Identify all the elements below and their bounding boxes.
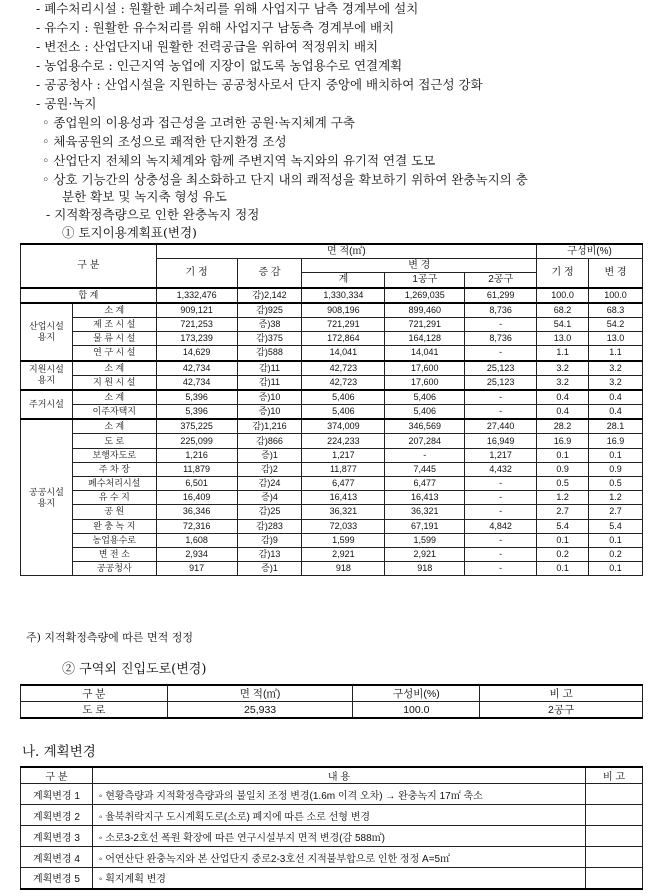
land-row bbox=[21, 434, 643, 448]
row-cell: 13.0 bbox=[589, 332, 643, 346]
row-cell: 5.4 bbox=[589, 519, 643, 533]
row-cell: 16,413 bbox=[385, 491, 465, 505]
row-cell: 917 bbox=[156, 562, 237, 576]
row-cell: 6,477 bbox=[385, 477, 465, 491]
land-row bbox=[21, 390, 643, 405]
row-cell: 6,477 bbox=[302, 477, 385, 491]
land-row bbox=[21, 547, 643, 561]
row-cell: 16.9 bbox=[589, 434, 643, 448]
plan-label: 계획변경 4 bbox=[21, 847, 93, 868]
land-row bbox=[21, 505, 643, 519]
row-cell: - bbox=[465, 390, 537, 405]
row-label: 소 계 bbox=[72, 390, 156, 405]
land-row bbox=[21, 346, 643, 361]
plan-row bbox=[21, 805, 643, 826]
row-cell: 16,413 bbox=[302, 491, 385, 505]
row-cell: 0.1 bbox=[589, 448, 643, 462]
row-cell: 1,217 bbox=[465, 448, 537, 462]
row-cell: 감)283 bbox=[237, 519, 302, 533]
row-cell: 721,253 bbox=[156, 317, 237, 331]
row-cell: 375,225 bbox=[156, 419, 237, 434]
row-cell: 25,123 bbox=[465, 361, 537, 376]
row-cell: - bbox=[465, 346, 537, 361]
row-cell: 68.2 bbox=[537, 303, 589, 318]
row-label: 지 원 시 설 bbox=[72, 375, 156, 390]
row-cell: 0.1 bbox=[537, 448, 589, 462]
row-cell: 감)375 bbox=[237, 332, 302, 346]
row-cell: 3.2 bbox=[537, 375, 589, 390]
row-cell: 28.2 bbox=[537, 419, 589, 434]
row-cell: - bbox=[385, 448, 465, 462]
sub-bullet-4-cont: 분한 확보 및 녹지축 형성 유도 bbox=[62, 189, 227, 204]
group-label: 산업시설 용지 bbox=[21, 303, 73, 361]
road-col-note: 비 고 bbox=[480, 685, 643, 702]
row-label: 소 계 bbox=[72, 419, 156, 434]
row-cell: 173,239 bbox=[156, 332, 237, 346]
row-cell: 0.4 bbox=[589, 405, 643, 420]
plan-row bbox=[21, 784, 643, 805]
row-cell: 증)10 bbox=[237, 405, 302, 420]
table-note: 주) 지적확정측량에 따른 면적 정정 bbox=[26, 631, 194, 644]
plan-label: 계획변경 5 bbox=[21, 868, 93, 889]
row-cell: - bbox=[465, 547, 537, 561]
row-cell: 14,041 bbox=[302, 346, 385, 361]
plan-label: 계획변경 2 bbox=[21, 805, 93, 826]
total-cell: 1,330,334 bbox=[302, 288, 385, 303]
row-cell: - bbox=[465, 533, 537, 547]
total-cell: 100.0 bbox=[589, 288, 643, 303]
row-cell: 0.5 bbox=[537, 477, 589, 491]
col-ratio-existing: 기 정 bbox=[537, 259, 589, 288]
group-label: 주거시설 bbox=[21, 390, 73, 419]
row-cell: 346,569 bbox=[385, 419, 465, 434]
row-cell: 909,121 bbox=[156, 303, 237, 318]
road-note: 2공구 bbox=[480, 702, 643, 719]
land-row bbox=[21, 361, 643, 376]
row-cell: 1,599 bbox=[385, 533, 465, 547]
land-row bbox=[21, 317, 643, 331]
land-row bbox=[21, 375, 643, 390]
row-cell: - bbox=[465, 562, 537, 576]
row-cell: 16.9 bbox=[537, 434, 589, 448]
row-cell: 918 bbox=[302, 562, 385, 576]
row-cell: 증)10 bbox=[237, 390, 302, 405]
row-cell: 36,321 bbox=[385, 505, 465, 519]
row-cell: 27,440 bbox=[465, 419, 537, 434]
land-row bbox=[21, 303, 643, 318]
bullet-office: - 공공청사 : 산업시설을 지원하는 공공청사로서 단지 중앙에 배치하여 접근성 강화 bbox=[36, 77, 483, 92]
row-cell: 0.1 bbox=[589, 533, 643, 547]
plan-content: ◦ 어연산단 완충녹지와 본 산업단지 중로2-3호선 지적불부합으로 인한 정정 A=5㎡ bbox=[92, 847, 585, 868]
plan-col-gubun: 구 분 bbox=[21, 767, 93, 784]
land-row bbox=[21, 405, 643, 420]
row-cell: 감)2 bbox=[237, 462, 302, 476]
row-cell: 8,736 bbox=[465, 303, 537, 318]
row-cell: 5,406 bbox=[385, 390, 465, 405]
row-label: 완 충 녹 지 bbox=[72, 519, 156, 533]
sub-bullet-3: ◦ 산업단지 전체의 녹지체계와 함께 주변지역 녹지와의 유기적 연결 도모 bbox=[42, 153, 436, 168]
row-cell: 8,736 bbox=[465, 332, 537, 346]
land-row bbox=[21, 419, 643, 434]
row-label: 농업용수로 bbox=[72, 533, 156, 547]
row-cell: 감)1,216 bbox=[237, 419, 302, 434]
row-cell: 0.2 bbox=[589, 547, 643, 561]
row-cell: 1.2 bbox=[537, 491, 589, 505]
row-cell: 42,734 bbox=[156, 361, 237, 376]
row-label: 이주자택지 bbox=[72, 405, 156, 420]
road-col-gubun: 구 분 bbox=[21, 685, 168, 702]
sub-bullet-2: ◦ 체육공원의 조성으로 쾌적한 단지환경 조성 bbox=[42, 134, 287, 149]
row-cell: 감)13 bbox=[237, 547, 302, 561]
plan-change-table bbox=[20, 766, 643, 890]
row-cell: 감)925 bbox=[237, 303, 302, 318]
sub-bullet-4: ◦ 상호 기능간의 상충성을 최소화하고 단지 내의 쾌적성을 확보하기 위하여 완충녹지의 충 bbox=[42, 172, 528, 187]
row-cell: 1,599 bbox=[302, 533, 385, 547]
row-cell: 36,321 bbox=[302, 505, 385, 519]
section-na-title: 나. 계획변경 bbox=[22, 744, 96, 760]
row-cell: 374,009 bbox=[302, 419, 385, 434]
plan-note bbox=[586, 826, 643, 847]
row-cell: 감)25 bbox=[237, 505, 302, 519]
row-label: 폐수처리시설 bbox=[72, 477, 156, 491]
row-cell: 28.1 bbox=[589, 419, 643, 434]
plan-content: ◦ 소로3-2호선 폭원 확장에 따른 연구시설부지 면적 변경(감 588㎡) bbox=[92, 826, 585, 847]
row-cell: 16,949 bbox=[465, 434, 537, 448]
bullet-irrigation: - 농업용수로 : 인근지역 농업에 지장이 없도록 농업용수로 연결계획 bbox=[36, 58, 403, 73]
row-cell: 증)1 bbox=[237, 448, 302, 462]
row-cell: 11,877 bbox=[302, 462, 385, 476]
row-cell: 7,445 bbox=[385, 462, 465, 476]
row-cell: 증)38 bbox=[237, 317, 302, 331]
row-cell: 17,600 bbox=[385, 361, 465, 376]
row-cell: 3.2 bbox=[589, 375, 643, 390]
row-cell: 1.1 bbox=[589, 346, 643, 361]
col-phase1: 1공구 bbox=[385, 273, 465, 288]
row-cell: 72,316 bbox=[156, 519, 237, 533]
plan-note bbox=[586, 868, 643, 889]
road-ratio: 100.0 bbox=[353, 702, 480, 719]
row-cell: 0.9 bbox=[589, 462, 643, 476]
row-cell: 2,934 bbox=[156, 547, 237, 561]
road-label: 도 로 bbox=[21, 702, 168, 719]
row-label: 공공청사 bbox=[72, 562, 156, 576]
row-cell: 16,409 bbox=[156, 491, 237, 505]
row-cell: 2,921 bbox=[385, 547, 465, 561]
row-cell: 36,346 bbox=[156, 505, 237, 519]
col-existing: 기 정 bbox=[156, 259, 237, 288]
row-cell: 감)588 bbox=[237, 346, 302, 361]
land-row bbox=[21, 477, 643, 491]
row-cell: 증)4 bbox=[237, 491, 302, 505]
row-cell: 13.0 bbox=[537, 332, 589, 346]
bullet-retention: - 유수지 : 원활한 유수처리를 위해 사업지구 남동측 경계부에 배치 bbox=[36, 20, 395, 35]
row-cell: 207,284 bbox=[385, 434, 465, 448]
row-cell: 감)11 bbox=[237, 375, 302, 390]
section2-title: ② 구역외 진입도로(변경) bbox=[62, 662, 207, 677]
row-cell: 감)11 bbox=[237, 361, 302, 376]
land-row bbox=[21, 533, 643, 547]
row-cell: 721,291 bbox=[302, 317, 385, 331]
row-cell: 25,123 bbox=[465, 375, 537, 390]
row-label: 물 류 시 설 bbox=[72, 332, 156, 346]
total-cell: 1,269,035 bbox=[385, 288, 465, 303]
row-label: 제 조 시 설 bbox=[72, 317, 156, 331]
row-label: 소 계 bbox=[72, 303, 156, 318]
row-cell: 1,216 bbox=[156, 448, 237, 462]
col-area: 면 적(㎡) bbox=[156, 244, 536, 259]
land-use-table bbox=[20, 243, 643, 576]
plan-col-content: 내 용 bbox=[92, 767, 585, 784]
row-cell: 1,217 bbox=[302, 448, 385, 462]
row-cell: - bbox=[465, 317, 537, 331]
row-cell: - bbox=[465, 491, 537, 505]
row-cell: 0.5 bbox=[589, 477, 643, 491]
plan-row bbox=[21, 826, 643, 847]
col-ratio-modified: 변 경 bbox=[589, 259, 643, 288]
row-cell: - bbox=[465, 405, 537, 420]
total-cell: 감)2,142 bbox=[237, 288, 302, 303]
total-row bbox=[21, 288, 643, 303]
row-cell: - bbox=[465, 477, 537, 491]
row-cell: 감)9 bbox=[237, 533, 302, 547]
bullet-substation: - 변전소 : 산업단지내 원활한 전력공급을 위하여 적정위치 배치 bbox=[36, 39, 379, 54]
total-cell: 1,332,476 bbox=[156, 288, 237, 303]
total-cell: 100.0 bbox=[537, 288, 589, 303]
row-cell: 721,291 bbox=[385, 317, 465, 331]
row-cell: 6,501 bbox=[156, 477, 237, 491]
row-cell: 67,191 bbox=[385, 519, 465, 533]
plan-row bbox=[21, 868, 643, 889]
row-cell: 2,921 bbox=[302, 547, 385, 561]
row-cell: 0.1 bbox=[589, 562, 643, 576]
row-cell: 감)24 bbox=[237, 477, 302, 491]
row-cell: 2.7 bbox=[537, 505, 589, 519]
row-cell: 1,608 bbox=[156, 533, 237, 547]
section1-title: ① 토지이용계획표(변경) bbox=[62, 225, 197, 240]
row-cell: 0.9 bbox=[537, 462, 589, 476]
col-change: 증 감 bbox=[237, 259, 302, 288]
row-cell: 5.4 bbox=[537, 519, 589, 533]
row-cell: 감)866 bbox=[237, 434, 302, 448]
col-phase2: 2공구 bbox=[465, 273, 537, 288]
land-row bbox=[21, 462, 643, 476]
total-cell: 61,299 bbox=[465, 288, 537, 303]
plan-col-note: 비 고 bbox=[586, 767, 643, 784]
plan-row bbox=[21, 847, 643, 868]
row-cell: 908,196 bbox=[302, 303, 385, 318]
row-cell: 3.2 bbox=[537, 361, 589, 376]
row-cell: 5,406 bbox=[302, 390, 385, 405]
col-gubun: 구 분 bbox=[21, 244, 157, 288]
row-cell: 0.4 bbox=[537, 405, 589, 420]
col-modified: 변 경 bbox=[302, 259, 537, 273]
road-col-area: 면 적(㎡) bbox=[167, 685, 353, 702]
row-label: 공 원 bbox=[72, 505, 156, 519]
road-row bbox=[21, 702, 643, 719]
row-cell: 5,396 bbox=[156, 405, 237, 420]
row-cell: 1.1 bbox=[537, 346, 589, 361]
row-label: 도 로 bbox=[72, 434, 156, 448]
row-cell: 68.3 bbox=[589, 303, 643, 318]
row-label: 소 계 bbox=[72, 361, 156, 376]
bullet-cadastral: - 지적확정측량으로 인한 완충녹지 정정 bbox=[46, 207, 260, 222]
total-label: 합 계 bbox=[21, 288, 157, 303]
plan-note bbox=[586, 805, 643, 826]
plan-content: ◦ 획지계획 변경 bbox=[92, 868, 585, 889]
plan-label: 계획변경 3 bbox=[21, 826, 93, 847]
row-cell: 14,041 bbox=[385, 346, 465, 361]
group-label: 공공시설 용지 bbox=[21, 419, 73, 576]
plan-note bbox=[586, 847, 643, 868]
row-cell: 42,723 bbox=[302, 361, 385, 376]
group-label: 지원시설 용지 bbox=[21, 361, 73, 390]
row-cell: 5,396 bbox=[156, 390, 237, 405]
land-row bbox=[21, 448, 643, 462]
row-cell: 14,629 bbox=[156, 346, 237, 361]
row-label: 보행자도로 bbox=[72, 448, 156, 462]
row-cell: 17,600 bbox=[385, 375, 465, 390]
row-cell: 0.4 bbox=[537, 390, 589, 405]
row-cell: 224,233 bbox=[302, 434, 385, 448]
row-cell: 0.1 bbox=[537, 562, 589, 576]
col-total: 계 bbox=[302, 273, 385, 288]
row-cell: 899,460 bbox=[385, 303, 465, 318]
access-road-table bbox=[20, 684, 643, 719]
row-cell: 0.1 bbox=[537, 533, 589, 547]
row-cell: 0.2 bbox=[537, 547, 589, 561]
row-cell: 2.7 bbox=[589, 505, 643, 519]
row-cell: 72,033 bbox=[302, 519, 385, 533]
sub-bullet-1: ◦ 종업원의 이용성과 접근성을 고려한 공원·녹지체계 구축 bbox=[42, 115, 355, 130]
road-area: 25,933 bbox=[167, 702, 353, 719]
plan-content: ◦ 율북취락지구 도시계획도로(소로) 폐지에 따른 소로 선형 변경 bbox=[92, 805, 585, 826]
plan-note bbox=[586, 784, 643, 805]
row-cell: 42,734 bbox=[156, 375, 237, 390]
row-label: 연 구 시 설 bbox=[72, 346, 156, 361]
row-cell: 4,842 bbox=[465, 519, 537, 533]
row-cell: 0.4 bbox=[589, 390, 643, 405]
land-row bbox=[21, 562, 643, 576]
land-row bbox=[21, 519, 643, 533]
row-cell: 5,406 bbox=[385, 405, 465, 420]
row-label: 변 전 소 bbox=[72, 547, 156, 561]
row-cell: 11,879 bbox=[156, 462, 237, 476]
row-cell: 3.2 bbox=[589, 361, 643, 376]
plan-label: 계획변경 1 bbox=[21, 784, 93, 805]
row-cell: 42,723 bbox=[302, 375, 385, 390]
row-cell: - bbox=[465, 505, 537, 519]
bullet-park: - 공원·녹지 bbox=[36, 96, 97, 111]
land-row bbox=[21, 491, 643, 505]
row-cell: 5,406 bbox=[302, 405, 385, 420]
row-cell: 54.2 bbox=[589, 317, 643, 331]
row-label: 유 수 지 bbox=[72, 491, 156, 505]
row-cell: 4,432 bbox=[465, 462, 537, 476]
bullet-wastewater: - 폐수처리시설 : 원활한 폐수처리를 위해 사업지구 남측 경계부에 설치 bbox=[36, 1, 419, 16]
row-cell: 918 bbox=[385, 562, 465, 576]
row-cell: 172,864 bbox=[302, 332, 385, 346]
row-cell: 54.1 bbox=[537, 317, 589, 331]
row-label: 주 차 장 bbox=[72, 462, 156, 476]
land-row bbox=[21, 332, 643, 346]
row-cell: 164,128 bbox=[385, 332, 465, 346]
col-ratio: 구성비(%) bbox=[537, 244, 643, 259]
road-col-ratio: 구성비(%) bbox=[353, 685, 480, 702]
row-cell: 1.2 bbox=[589, 491, 643, 505]
row-cell: 증)1 bbox=[237, 562, 302, 576]
row-cell: 225,099 bbox=[156, 434, 237, 448]
plan-content: ◦ 현황측량과 지적확정측량과의 불일치 조정 변경(1.6m 이격 오차) → 완충녹지 17㎡ 축소 bbox=[92, 784, 585, 805]
